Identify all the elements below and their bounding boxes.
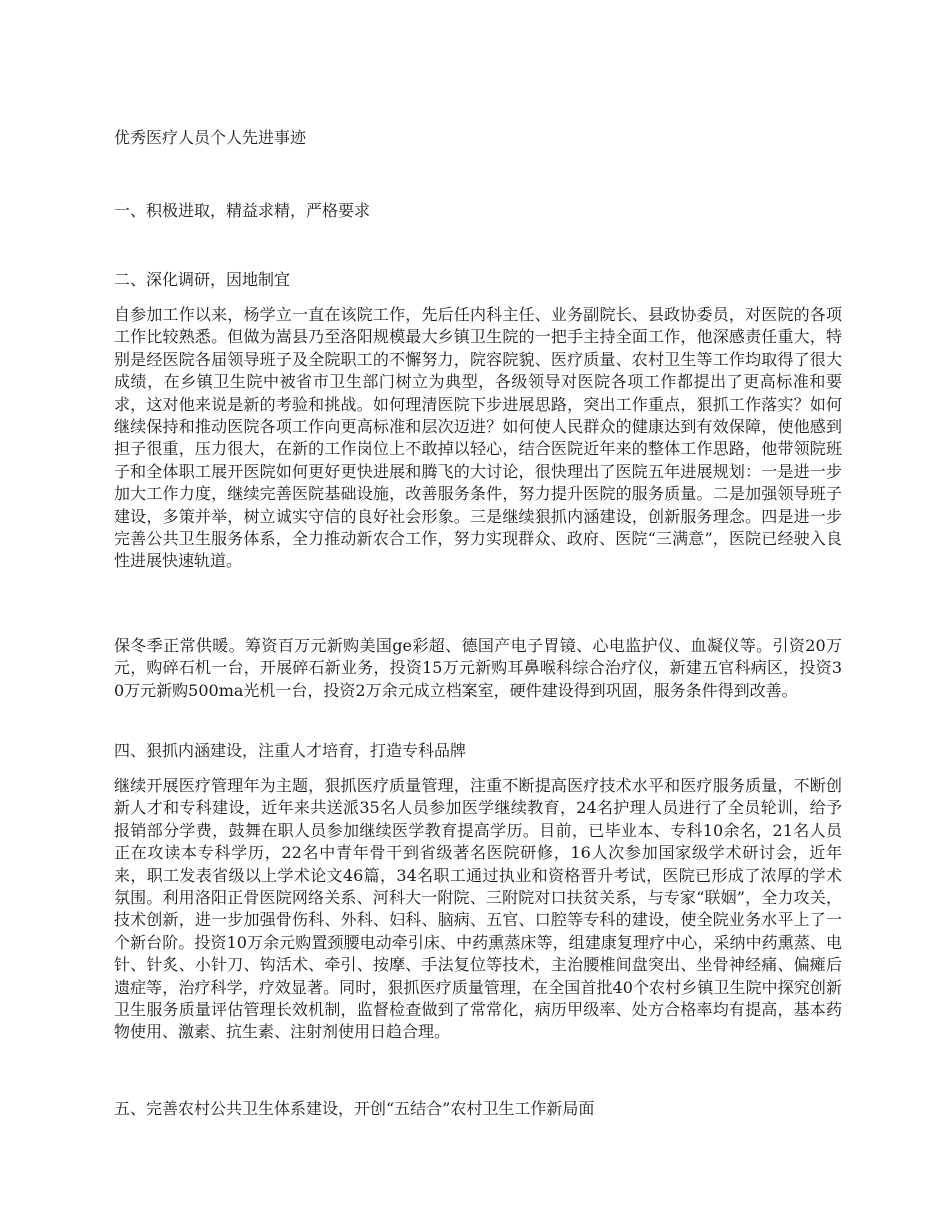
section-heading-2: 二、深化调研，因地制宜 xyxy=(114,270,291,289)
paragraph-1: 自参加工作以来，杨学立一直在该院工作，先后任内科主任、业务副院长、县政协委员，对医院的各项工作比较熟悉。但做为嵩县乃至洛阳规模最大乡镇卫生院的一把手主持全面工作，他深感责任重大，特别是经医院各届领导班子及全院职工的不懈努力，院容院貌、医疗质量、农村卫生等工作均取得了很大成绩，在乡镇卫生院中被省市卫生部门树立为典型，各级领导对医院各项工作都提出了更高标准和要求，这对他来说是新的考验和挑战。如何理清医院下步进展思路，突出工作重点，狠抓工作落实？如何继续保持和推动医院各项工作向更高标准和层次迈进？如何使人民群众的健康达到有效保障，使他感到担子很重，压力很大，在新的工作岗位上不敢掉以轻心，结合医院近年来的整体工作思路，他带领院班子和全体职工展开医院如何更好更快进展和腾飞的大讨论，很快理出了医院五年进展规划：一是进一步加大工作力度，继续完善医院基础设施，改善服务条件，努力提升医院的服务质量。二是加强领导班子建设，多策并举，树立诚实守信的良好社会形象。三是继续狠抓内涵建设，创新服务理念。四是进一步完善公共卫生服务体系，全力推动新农合工作，努力实现群众、政府、医院“三满意”，医院已经驶入良性进展快速轨道。 xyxy=(114,305,842,571)
section-heading-5: 五、完善农村公共卫生体系建设，开创“五结合”农村卫生工作新局面 xyxy=(114,1099,595,1118)
document-title: 优秀医疗人员个人先进事迹 xyxy=(114,128,307,147)
section-heading-1: 一、积极进取，精益求精，严格要求 xyxy=(114,201,371,220)
paragraph-2: 保冬季正常供暖。筹资百万元新购美国ge彩超、德国产电子胃镜、心电监护仪、血凝仪等。引资20万元，购碎石机一台，开展碎石新业务，投资15万元新购耳鼻喉科综合治疗仪，新建五官科病区，投资30万元新购500ma光机一台，投资2万余元成立档案室，硬件建设得到巩固，服务条件得到改善。 xyxy=(114,636,842,700)
section-heading-4: 四、狠抓内涵建设，注重人才培育，打造专科品牌 xyxy=(114,741,467,760)
document-page xyxy=(114,0,844,1230)
paragraph-3: 继续开展医疗管理年为主题，狠抓医疗质量管理，注重不断提高医疗技术水平和医疗服务质量，不断创新人才和专科建设，近年来共送派35名人员参加医学继续教育，24名护理人员进行了全员轮训，给予报销部分学费，鼓舞在职人员参加继续医学教育提高学历。目前，已毕业本、专科10余名，21名人员正在攻读本专科学历，22名中青年骨干到省级著名医院研修，16人次参加国家级学术研讨会，近年来，职工发表省级以上学术论文46篇，34名职工通过执业和资格晋升考试，医院已形成了浓厚的学术氛围。利用洛阳正骨医院网络关系、河科大一附院、三附院对口扶贫关系，与专家“联姻”，全力攻关，技术创新，进一步加强骨伤科、外科、妇科、脑病、五官、口腔等专科的建设，使全院业务水平上了一个新台阶。投资10万余元购置颈腰电动牵引床、中药熏蒸床等，组建康复理疗中心，采纳中药熏蒸、电针、针炙、小针刀、钩活术、牵引、按摩、手法复位等技术，主治腰椎间盘突出、坐骨神经痛、偏瘫后遗症等，治疗科学，疗效显著。同时，狠抓医疗质量管理，在全国首批40个农村乡镇卫生院中探究创新卫生服务质量评估管理长效机制，监督检查做到了常常化，病历甲级率、处方合格率均有提高，基本药物使用、激素、抗生素、注射剂使用日趋合理。 xyxy=(114,776,842,1042)
